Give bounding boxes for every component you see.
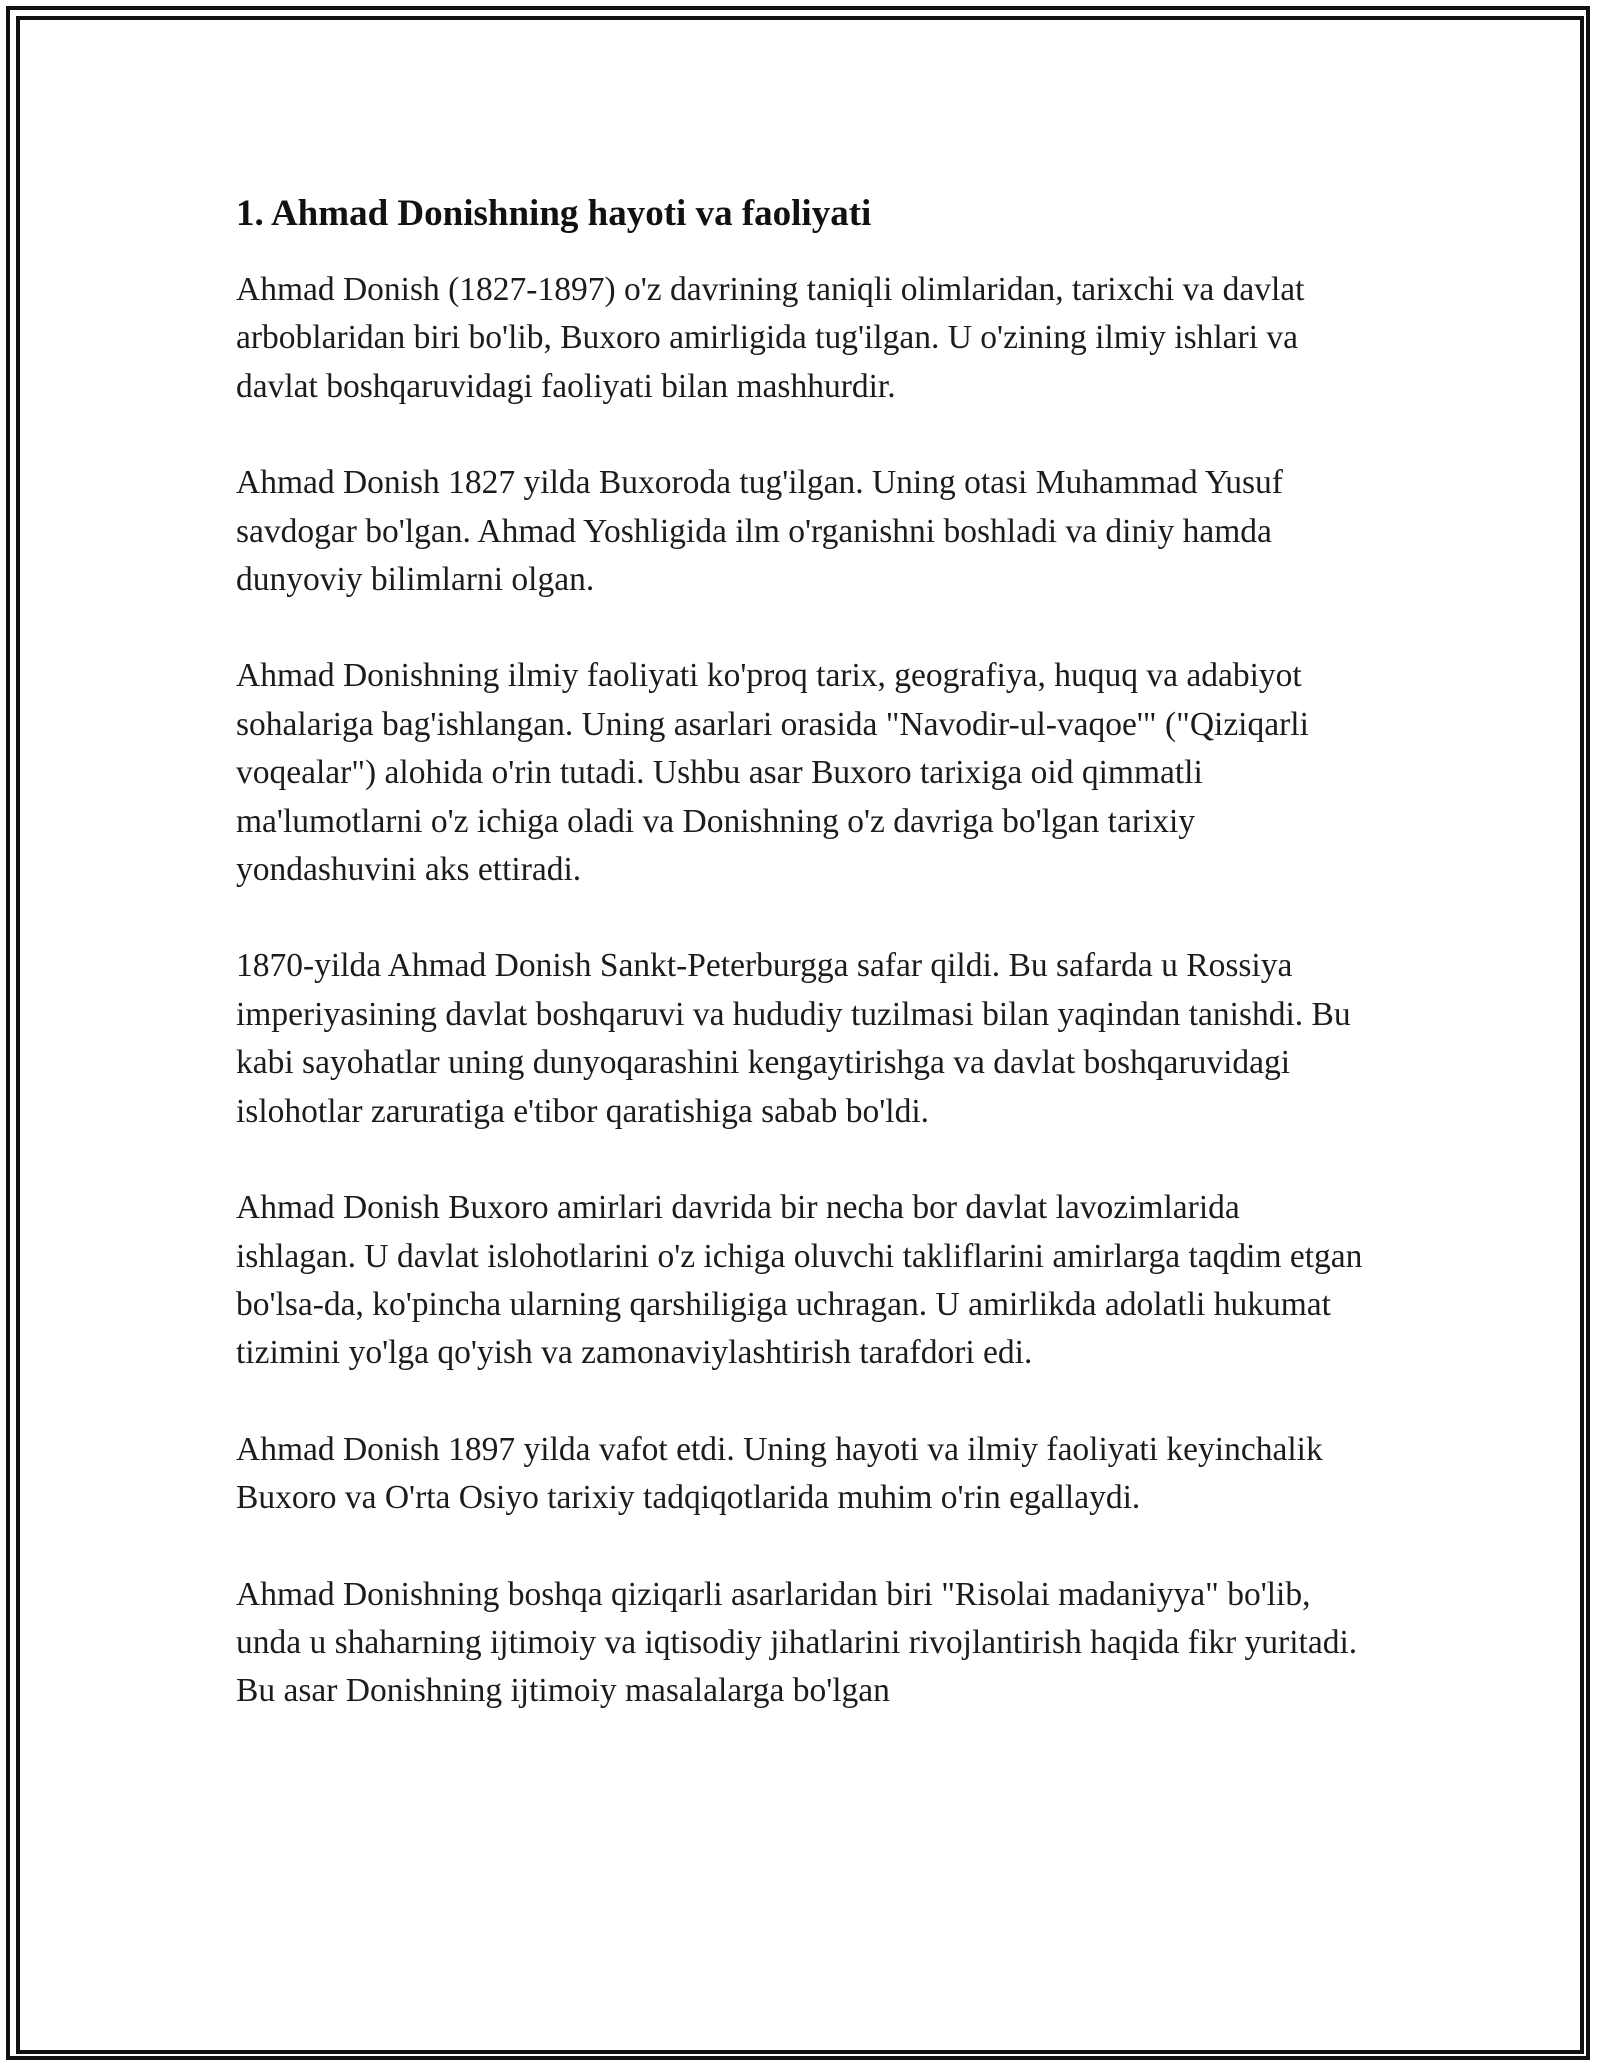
paragraph-1: Ahmad Donish (1827-1897) o'z davrining taniqli olimlaridan, tarixchi va davlat arboblaridan biri bo'lib, Buxoro amirligida tug'ilgan. U o'zining ilmiy ishlari va davlat boshqaruvidagi faoliyati bilan mashhurdir. [236, 271, 1305, 405]
paragraph-5: Ahmad Donish Buxoro amirlari davrida bir necha bor davlat lavozimlarida ishlagan. U davlat islohotlarini o'z ichiga oluvchi takliflarini amirlarga taqdim etgan bo'lsa-da, ko'pincha ularning qarshiligiga uchragan. U amirlikda adolatli hukumat tizimini yo'lga qo'yish va zamonaviylashtirish tarafdori edi. [236, 1189, 1363, 1372]
paragraph-4: 1870-yilda Ahmad Donish Sankt-Peterburgga safar qildi. Bu safarda u Rossiya imperiyasining davlat boshqaruvi va hududiy tuzilmasi bilan yaqindan tanishdi. Bu kabi sayohatlar uning dunyoqarashini kengaytirishga va davlat boshqaruvidagi islohotlar zaruratiga e'tibor qaratishiga sabab bo'ldi. [236, 947, 1351, 1130]
section-heading: 1. Ahmad Donishning hayoti va faoliyati [236, 193, 872, 234]
paragraph-3: Ahmad Donishning ilmiy faoliyati ko'proq tarix, geografiya, huquq va adabiyot sohalariga bag'ishlangan. Uning asarlari orasida "Navodir-ul-vaqoe'" ("Qiziqarli voqealar") alohida o'rin tutadi. Ushbu asar Buxoro tarixiga oid qimmatli ma'lumotlarni o'z ichiga oladi va Donishning o'z davriga bo'lgan tarixiy yondashuvini aks ettiradi. [236, 657, 1309, 889]
document-body [236, 180, 1366, 1764]
paragraph-2: Ahmad Donish 1827 yilda Buxoroda tug'ilgan. Uning otasi Muhammad Yusuf savdogar bo'lgan. Ahmad Yoshligida ilm o'rganishni boshladi va diniy hamda dunyoviy bilimlarni olgan. [236, 464, 1283, 599]
paragraph-6: Ahmad Donish 1897 yilda vafot etdi. Uning hayoti va ilmiy faoliyati keyinchalik Buxoro va O'rta Osiyo tarixiy tadqiqotlarida muhim o'rin egallaydi. [236, 1430, 1323, 1517]
paragraph-7: Ahmad Donishning boshqa qiziqarli asarlaridan biri "Risolai madaniyya" bo'lib, unda u shaharning ijtimoiy va iqtisodiy jihatlarini rivojlantirish haqida fikr yuritadi. Bu asar Donishning ijtimoiy masalalarga bo'lgan [236, 1575, 1358, 1710]
